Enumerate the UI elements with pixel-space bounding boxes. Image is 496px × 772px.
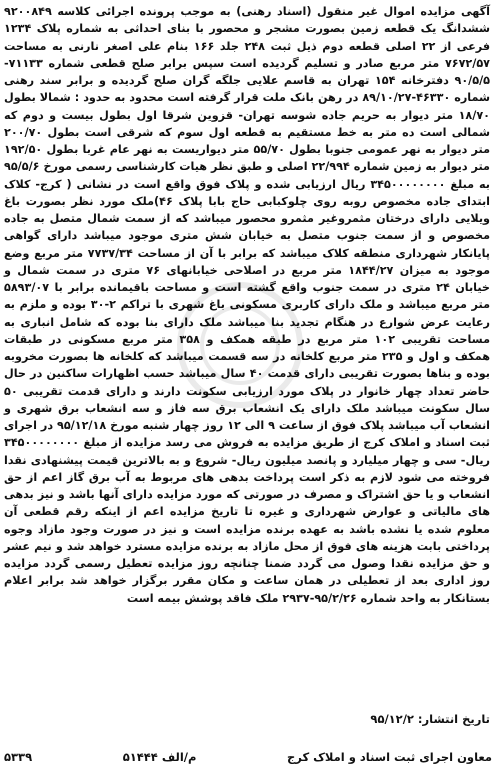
reference-number: م/الف ۵۱۴۴۴ (122, 750, 197, 764)
issuer-name: معاون اجرای ثبت اسناد و املاک کرج (287, 750, 492, 764)
notice-code: ۵۳۳۹ (4, 750, 33, 764)
auction-notice (4, 3, 492, 769)
notice-footer (4, 747, 492, 767)
notice-body: آگهی مزایده اموال غیر منقول (اسناد رهنی) به موجب پرونده اجرائی کلاسه ۹۲۰۰۸۴۹ ششدانگ یک قطعه زمین بصورت مشجر و محصور با بنای احداثی به شماره پلاک ۱۲۳۴ فرعی از ۲۲ اصلی قطعه دوم ذیل ثبت ۲۴۸ جلد ۱۶۶ بنام علی اصغر نارنی به مساحت ۷۶۷۲/۵۷ متر مربع صادر و تسلیم گردیده است سپس برابر صلح قطعی شماره ۷۱۱۳۳- ۹۰/۵/۵ دفترخانه ۱۵۴ تهران به قاسم علایی جلگه گران صلح گردیده و برابر سند رهنی شماره ۴۶۳۳۰-۸۹/۱۰/۲۷ در رهن بانک ملت قرار گرفته است محدود به حدود : شمالا بطول ۱۸/۷۰ متر دیوار به حریم جاده شوسه تهران- قزوین شرقا اول بطول بیست و دوم که شمالی است ده متر به خط مستقیم به قطعه اول سوم که شرقی است بطول ۲۰۰/۷۰ متر دیوار به نهر عمومی جنوبا بطول ۵۵/۷۰ متر دیواریست به نهر عام غربا بطول ۱۹۲/۵۰ متر دیوار به زمین شماره ۲۲/۹۹۴ اصلی و طبق نظر هیات کارشناسی رسمی مورخ ۹۵/۵/۶ به مبلغ ۳۴۵۰۰۰۰۰۰۰۰ ریال ارزیابی شده و پلاک فوق واقع است در نشانی ( کرج- کلاک ابتدای جاده مخصوص روبه روی چلوکبابی حاج بابا پلاک ۴۶)ملک مورد نظر بصورت باغ ویلایی دارای درختان مثمروغیر مثمرو محصور میباشد که از سمت شمال متصل به جاده مخصوص و از سمت جنوب متصل به خیابان شش متری موجود میباشد دارای گواهی پایانکار شهرداری منطقه کلاک میباشد که برابر با آن از مساحت ۷۷۳۷/۳۴ متر مربع وضع موجود به میزان ۱۸۴۴/۲۷ متر مربع در اصلاحی خیابانهای ۷۶ متری در سمت شمال و خیابان ۲۴ متری در سمت جنوب واقع گشته است و مساحت باقیمانده برابر با ۵۸۹۳/۰۷ متر مربع میباشد و ملک دارای کاربری مسکونی باغ شهری با تراکم ۲-۳۰ بوده و ملزم به رعایت عرض شوارع در هنگام تجدید بنا میباشد ملک دارای بنا بوده که شامل انباری به مساحت تقریبی ۱۰۲ متر مربع در طبقه همکف و ۳۵۸ متر مربع مسکونی در طبقات همکف و اول و ۲۳۵ متر مربع کلخانه در سه قسمت میباشد که کلخانه ها بصورت مخروبه بوده و بناها بصورت تقریبی دارای قدمت ۴۰ سال میباشد حسب اظهارات ساکنین در حال حاضر تعداد چهار خانوار در پلاک مورد ارزیابی سکونت دارند و دارای قدمت تقریبی ۵۰ سال سکونت میباشد ملک دارای یک انشعاب برق سه فاز و سه انشعاب برق شهری و انشعاب آب میباشد پلاک فوق از ساعت ۹ الی ۱۲ روز چهار شنبه مورخ ۹۵/۱۲/۱۸ در اجرای ثبت اسناد و املاک کرج از طریق مزایده به فروش می رسد مزایده از مبلغ ۳۴۵۰۰۰۰۰۰۰۰ ریال- سی و چهار میلیارد و پانصد میلیون ریال- شروع و به بالاترین قیمت پیشنهادی نقدا فروخته می شود لازم به ذکر است پرداخت بدهی های مربوط به آب برق گاز اعم از حق انشعاب و یا حق اشتراک و مصرف در صورتی که مورد مزایده دارای آنها باشد و نیز بدهی های مالیاتی و عوارض شهرداری و غیره تا تاریخ مزایده اعم از اینکه رقم قطعی آن معلوم شده یا نشده باشد به عهده برنده مزایده است و نیز در صورت وجود مازاد وجوه پرداختی بابت هزینه های فوق از محل مازاد به برنده مزایده مسترد خواهد شد و نیم عشر و حق مزایده نقدا وصول می گردد ضمنا چنانچه روز مزایده تعطیل رسمی گردد مزایده روز اداری بعد از تعطیلی در همان ساعت و مکان مقرر برگزار خواهد شد برابر اعلام بستانکار به واحد شماره ۹۵/۲/۲۶-۲۹۳۷ ملک فاقد پوشش بیمه است (4, 5, 491, 605)
publish-date: تاریخ انتشار: ۹۵/۱۲/۲ (370, 712, 490, 726)
